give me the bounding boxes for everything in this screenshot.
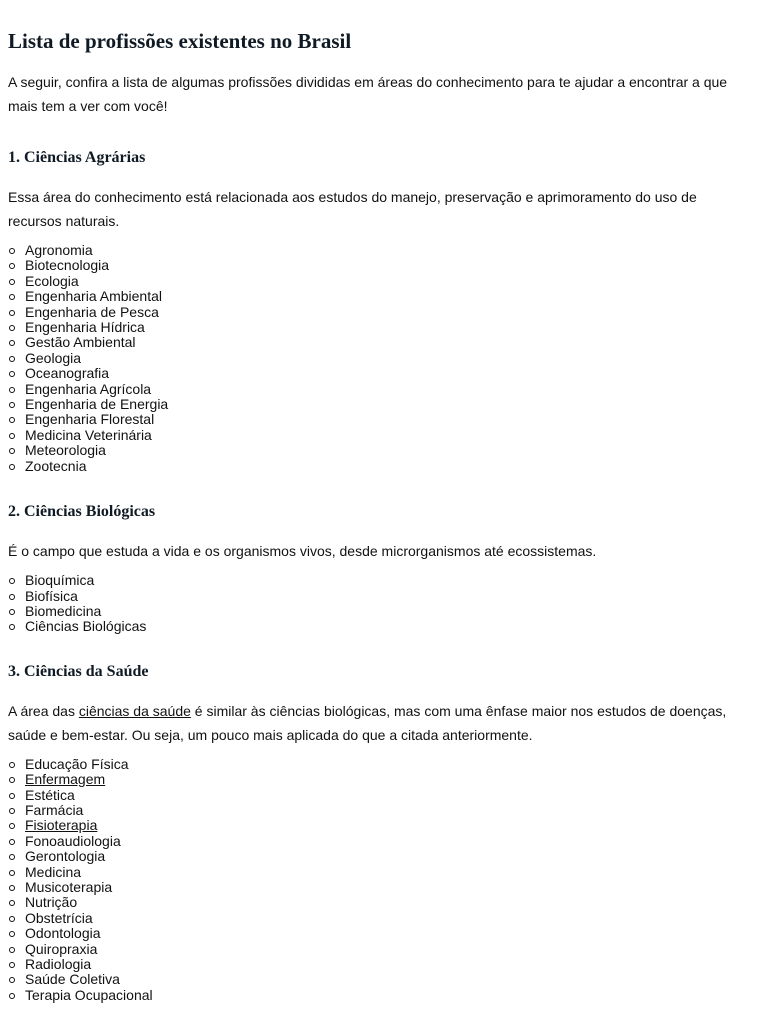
list-item: Engenharia de Energia: [8, 397, 748, 412]
profession-list-ciencias-biologicas: [8, 573, 748, 635]
ciencias-da-saude-link[interactable]: ciências da saúde: [78, 702, 191, 719]
list-item: Engenharia de Pesca: [8, 305, 748, 320]
list-item: Engenharia Ambiental: [8, 289, 748, 304]
enfermagem-link[interactable]: Enfermagem: [25, 771, 106, 788]
intro-paragraph: A seguir, confira a lista de algumas profissões divididas em áreas do conhecimento para te ajudar a encontrar a que mais tem a ver com você!: [8, 74, 728, 114]
list-item: Biotecnologia: [8, 258, 748, 273]
list-item: Terapia Ocupacional: [8, 988, 748, 1003]
list-item: Zootecnia: [8, 459, 748, 474]
list-item: Gerontologia: [8, 849, 748, 864]
list-item: Engenharia Hídrica: [8, 320, 748, 335]
list-item: [8, 772, 748, 787]
list-item: [8, 818, 748, 833]
list-item: Farmácia: [8, 803, 748, 818]
list-item: Medicina Veterinária: [8, 428, 748, 443]
list-item: Saúde Coletiva: [8, 972, 748, 987]
list-item: Fonoaudiologia: [8, 834, 748, 849]
section-heading-ciencias-da-saude: 3. Ciências da Saúde: [8, 662, 149, 680]
list-item: Educação Física: [8, 757, 748, 772]
list-item: Bioquímica: [8, 573, 748, 588]
description-text: é similar às ciências biológicas, mas com uma ênfase maior nos estudos de doenças, saúde e bem-estar. Ou seja, um pouco mais aplicada do que a citada anteriormente.: [8, 702, 727, 743]
list-item: Biofísica: [8, 589, 748, 604]
list-item: Musicoterapia: [8, 880, 748, 895]
list-item: Meteorologia: [8, 443, 748, 458]
section-description-ciencias-biologicas: É o campo que estuda a vida e os organismos vivos, desde microrganismos até ecossistemas.: [8, 543, 597, 560]
list-item: Ecologia: [8, 274, 748, 289]
list-item: Estética: [8, 788, 748, 803]
page-title: Lista de profissões existentes no Brasil: [8, 29, 352, 53]
profession-list-ciencias-da-saude: [8, 757, 748, 1004]
article: [8, 0, 748, 1003]
list-item: Oceanografia: [8, 366, 748, 381]
list-item: Ciências Biológicas: [8, 619, 748, 634]
list-item: Odontologia: [8, 926, 748, 941]
description-text: A área das: [8, 702, 79, 719]
list-item: Radiologia: [8, 957, 748, 972]
list-item: Engenharia Florestal: [8, 412, 748, 427]
profession-list-ciencias-agrarias: [8, 243, 748, 474]
list-item: Obstetrícia: [8, 911, 748, 926]
list-item: Biomedicina: [8, 604, 748, 619]
list-item: Gestão Ambiental: [8, 335, 748, 350]
section-description-ciencias-agrarias: Essa área do conhecimento está relacionada aos estudos do manejo, preservação e aprimoramento do uso de recursos naturais.: [8, 189, 697, 229]
section-description-ciencias-da-saude: [8, 699, 748, 747]
list-item: Quiropraxia: [8, 942, 748, 957]
list-item: Nutrição: [8, 895, 748, 910]
section-heading-ciencias-biologicas: 2. Ciências Biológicas: [8, 503, 156, 521]
list-item: Medicina: [8, 865, 748, 880]
list-item: Geologia: [8, 351, 748, 366]
fisioterapia-link[interactable]: Fisioterapia: [25, 817, 98, 834]
list-item: Agronomia: [8, 243, 748, 258]
section-heading-ciencias-agrarias: 1. Ciências Agrárias: [8, 149, 146, 166]
list-item: Engenharia Agrícola: [8, 382, 748, 397]
